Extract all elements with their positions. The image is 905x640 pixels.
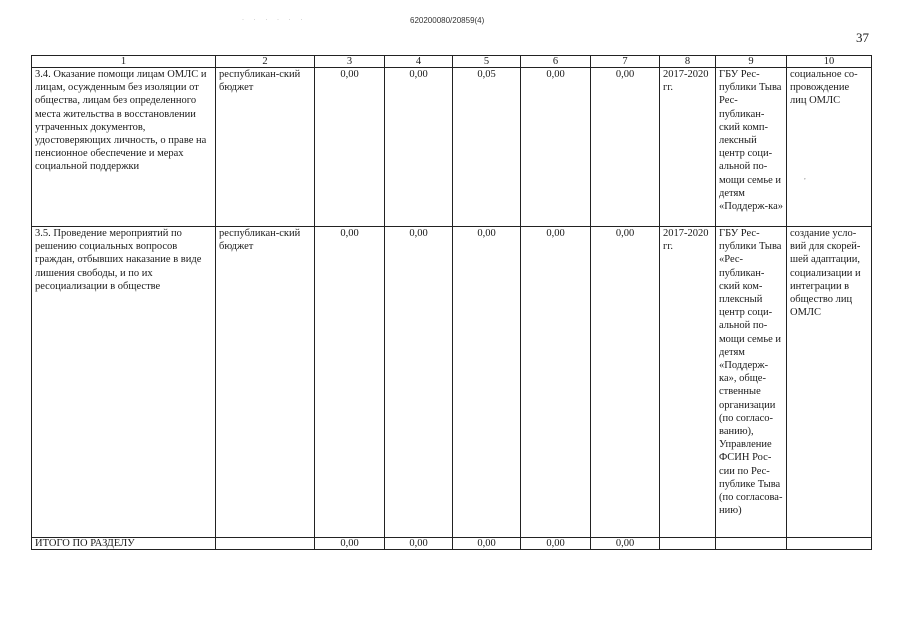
- column-number: 7: [591, 56, 660, 68]
- period-cell: 2017-2020 гг.: [660, 68, 716, 227]
- result-cell: социальное со-провождение лиц ОМЛС: [787, 68, 872, 227]
- column-number: 1: [32, 56, 216, 68]
- value-cell: 0,05: [453, 68, 521, 227]
- column-number: 9: [716, 56, 787, 68]
- page-number: 37: [856, 30, 869, 45]
- funding-source-cell: республикан-ский бюджет: [216, 68, 315, 227]
- executor-cell: ГБУ Рес-публики Тыва «Рес-публикан-ский ком-плексный центр соци-альной по-мощи семье и детям «Поддерж-ка», обще-ственные организации (по согласо-ванию), Управление ФСИН Рос-сии по Рес-публике Тыва (по согласова-нию): [716, 227, 787, 538]
- activity-cell: 3.5. Проведение мероприятий по решению социальных вопросов граждан, отбывших наказание в виде лишения свободы, и по их ресоциализации в обществе: [32, 227, 216, 538]
- column-number: 2: [216, 56, 315, 68]
- total-value-cell: 0,00: [385, 538, 453, 550]
- total-value-cell: 0,00: [591, 538, 660, 550]
- total-label: ИТОГО ПО РАЗДЕЛУ: [32, 538, 216, 550]
- executor-cell: ГБУ Рес-публики Тыва Рес-публикан-ский комп-лексный центр соци-альной по-мощи семье и детям «Поддерж-ка»: [716, 68, 787, 227]
- program-activities-table: [31, 55, 872, 550]
- column-number: 6: [521, 56, 591, 68]
- empty-cell: [716, 538, 787, 550]
- scan-artifact: · · · · · ·: [242, 17, 307, 23]
- scan-mark: ,: [804, 173, 806, 181]
- table-row: [32, 68, 872, 227]
- table-row: [32, 227, 872, 538]
- column-number: 8: [660, 56, 716, 68]
- funding-source-cell: республикан-ский бюджет: [216, 227, 315, 538]
- document-id: 620200080/20859(4): [410, 16, 485, 25]
- empty-cell: [660, 538, 716, 550]
- total-value-cell: 0,00: [453, 538, 521, 550]
- value-cell: 0,00: [385, 68, 453, 227]
- value-cell: 0,00: [315, 227, 385, 538]
- activity-cell: 3.4. Оказание помощи лицам ОМЛС и лицам, осужденным без изоляции от общества, лицам без определенного места жительства в восстановлении утраченных документов, удостоверяющих личность, о праве на пенсионное обеспечение и мерах социальной поддержки: [32, 68, 216, 227]
- value-cell: 0,00: [521, 227, 591, 538]
- column-number: 3: [315, 56, 385, 68]
- empty-cell: [216, 538, 315, 550]
- value-cell: 0,00: [591, 227, 660, 538]
- total-value-cell: 0,00: [521, 538, 591, 550]
- value-cell: 0,00: [453, 227, 521, 538]
- total-value-cell: 0,00: [315, 538, 385, 550]
- empty-cell: [787, 538, 872, 550]
- total-row: [32, 538, 872, 550]
- column-number: 4: [385, 56, 453, 68]
- column-number: 10: [787, 56, 872, 68]
- value-cell: 0,00: [385, 227, 453, 538]
- result-cell: создание усло-вий для скорей-шей адаптации, социализации и интеграции в общество лиц ОМЛС: [787, 227, 872, 538]
- column-number: 5: [453, 56, 521, 68]
- value-cell: 0,00: [591, 68, 660, 227]
- value-cell: 0,00: [315, 68, 385, 227]
- column-number-row: [32, 56, 872, 68]
- value-cell: 0,00: [521, 68, 591, 227]
- period-cell: 2017-2020 гг.: [660, 227, 716, 538]
